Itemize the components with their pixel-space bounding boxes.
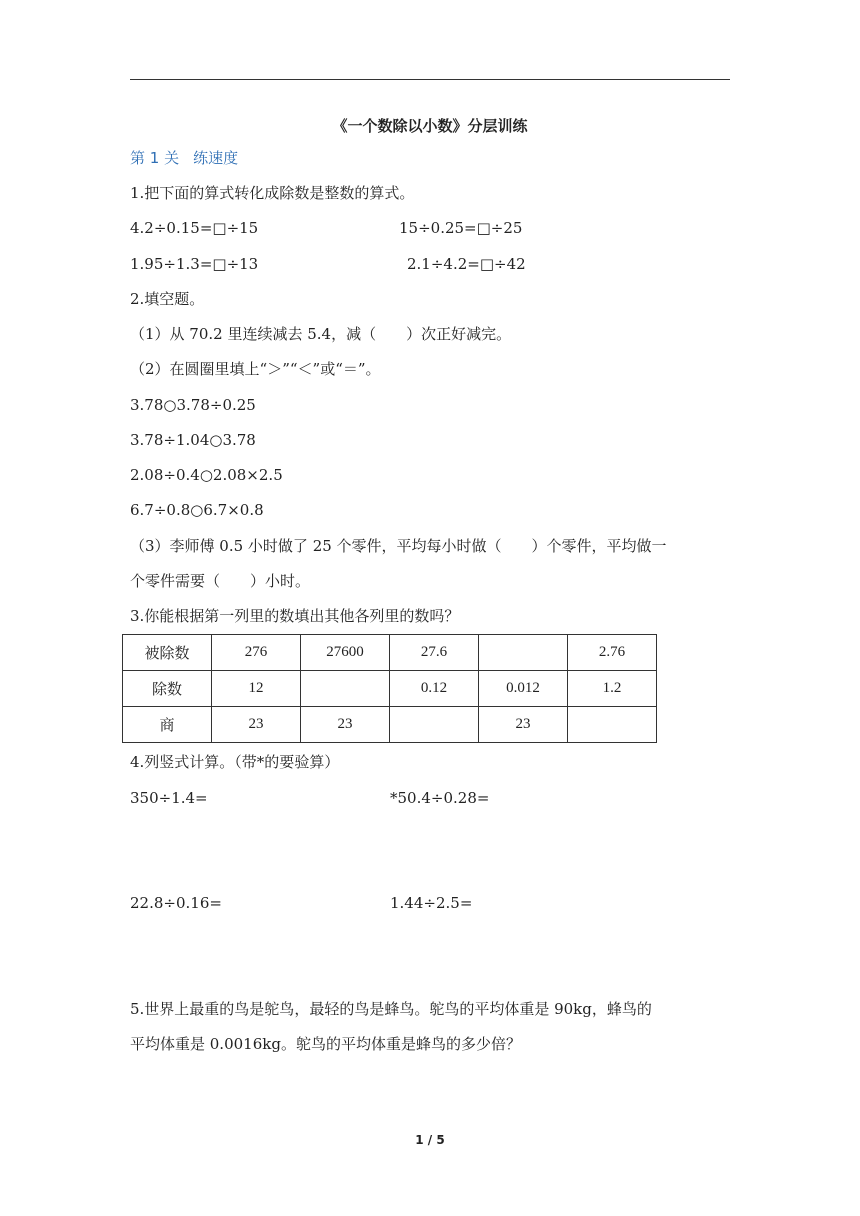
table-cell: 0.012	[479, 671, 568, 707]
q2-part-3-line-2: 个零件需要（ ）小时。	[130, 572, 311, 590]
q2-compare-4: 6.7÷0.8○6.7×0.8	[130, 501, 264, 519]
table-cell	[568, 707, 657, 743]
table-cell: 27600	[301, 635, 390, 671]
q2-part-2: （2）在圆圈里填上“＞”“＜”或“＝”。	[130, 360, 381, 378]
section-level: 第 1 关	[130, 149, 180, 167]
page-title: 《一个数除以小数》分层训练	[332, 117, 528, 135]
q2-compare-1: 3.78○3.78÷0.25	[130, 396, 256, 414]
table-row-dividend	[123, 635, 657, 671]
q5-line-1: 5.世界上最重的鸟是鸵鸟，最轻的鸟是蜂鸟。鸵鸟的平均体重是 90kg，蜂鸟的	[130, 1000, 652, 1018]
q3-prompt: 3.你能根据第一列里的数填出其他各列里的数吗？	[130, 607, 460, 625]
q4-item-2: *50.4÷0.28=	[390, 789, 490, 807]
table-cell: 12	[212, 671, 301, 707]
q4-item-1: 350÷1.4=	[130, 789, 208, 807]
table-cell	[390, 707, 479, 743]
table-cell: 1.2	[568, 671, 657, 707]
table-cell	[479, 635, 568, 671]
table-cell: 23	[301, 707, 390, 743]
q1-item-3: 1.95÷1.3=□÷13	[130, 255, 259, 273]
q2-compare-3: 2.08÷0.4○2.08×2.5	[130, 466, 283, 484]
table-row-divisor	[123, 671, 657, 707]
table-cell: 27.6	[390, 635, 479, 671]
q4-prompt: 4.列竖式计算。（带*的要验算）	[130, 753, 340, 771]
table-row-quotient	[123, 707, 657, 743]
table-cell: 2.76	[568, 635, 657, 671]
q1-prompt: 1.把下面的算式转化成除数是整数的算式。	[130, 184, 415, 202]
table-cell: 被除数	[123, 635, 212, 671]
table-cell: 276	[212, 635, 301, 671]
q1-item-1: 4.2÷0.15=□÷15	[130, 219, 259, 237]
table-cell: 除数	[123, 671, 212, 707]
table-cell	[301, 671, 390, 707]
table-cell: 0.12	[390, 671, 479, 707]
q2-part-1: （1）从 70.2 里连续减去 5.4，减（ ）次正好减完。	[130, 325, 512, 343]
q2-compare-2: 3.78÷1.04○3.78	[130, 431, 256, 449]
q4-item-3: 22.8÷0.16=	[130, 894, 222, 912]
page-number: 1 / 5	[415, 1133, 445, 1147]
q2-prompt: 2.填空题。	[130, 290, 205, 308]
q4-item-4: 1.44÷2.5=	[390, 894, 473, 912]
section-name: 练速度	[193, 149, 239, 167]
header-rule	[130, 79, 730, 80]
section-heading	[130, 148, 238, 168]
table-cell: 23	[479, 707, 568, 743]
table-cell: 23	[212, 707, 301, 743]
q5-line-2: 平均体重是 0.0016kg。鸵鸟的平均体重是蜂鸟的多少倍？	[130, 1035, 521, 1053]
q1-item-4: 2.1÷4.2=□÷42	[407, 255, 526, 273]
q2-part-3-line-1: （3）李师傅 0.5 小时做了 25 个零件，平均每小时做（ ）个零件，平均做一	[130, 537, 667, 555]
q1-item-2: 15÷0.25=□÷25	[399, 219, 523, 237]
division-table	[122, 634, 657, 743]
table-cell: 商	[123, 707, 212, 743]
